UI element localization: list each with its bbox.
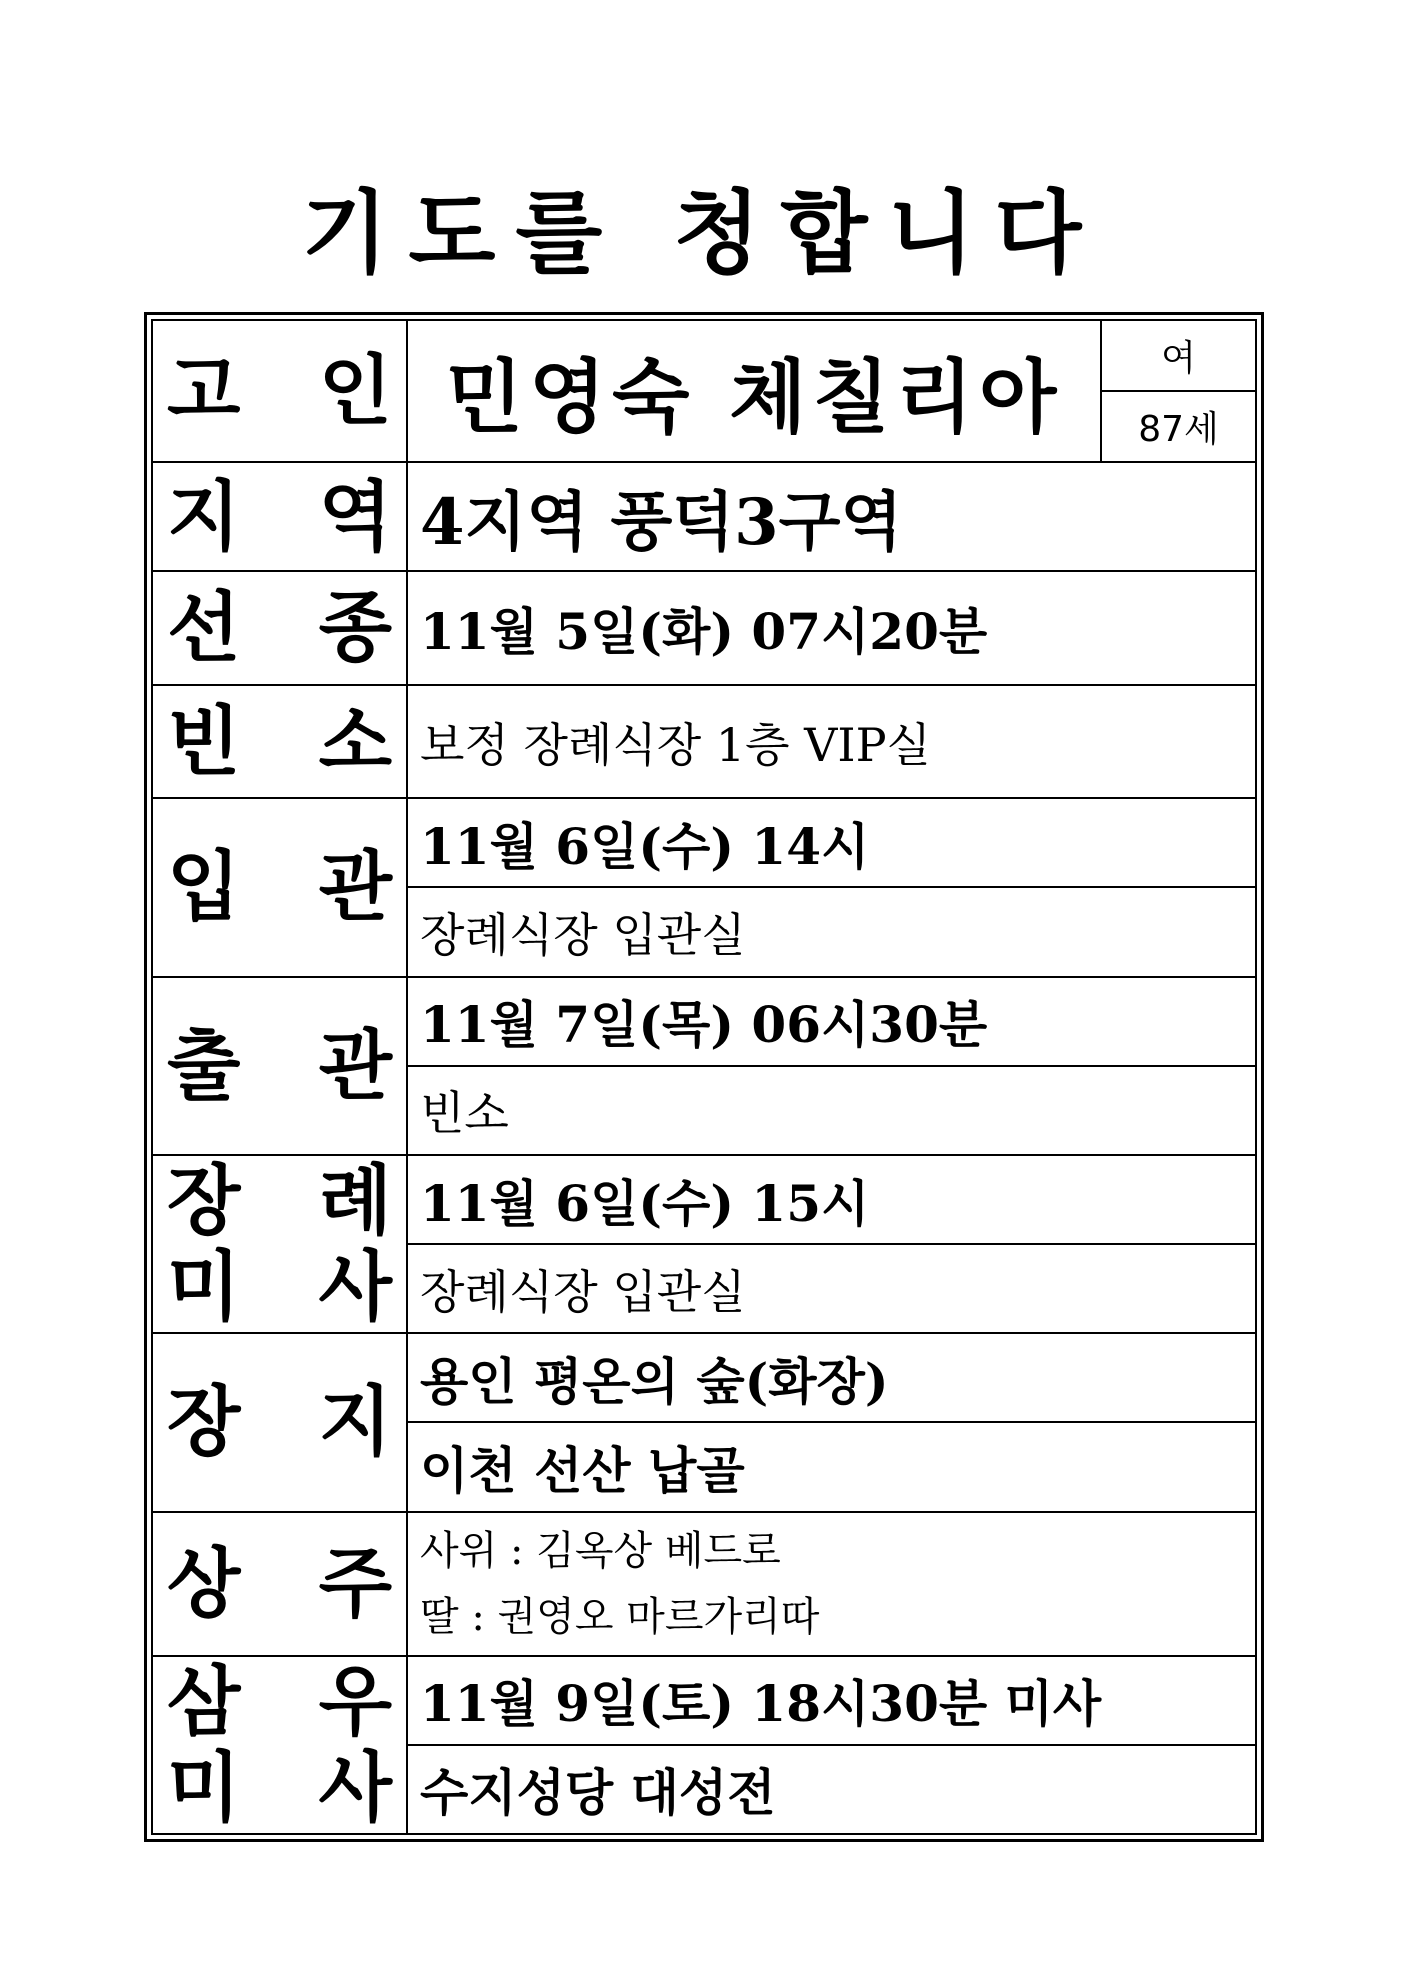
encoffin-time: 11월 6일(수) 14시 [407, 798, 1256, 887]
obituary-table-frame [144, 312, 1264, 1842]
mourners-row [152, 1512, 1256, 1656]
encoffin-row [152, 798, 1256, 887]
deceased-age: 87세 [1101, 391, 1256, 462]
burial-place-1: 용인 평온의 숲(화장) [407, 1333, 1256, 1422]
obituary-table [151, 319, 1257, 1835]
region-label: 지 역 [152, 462, 407, 571]
departure-place: 빈소 [407, 1066, 1256, 1155]
third-day-mass-place: 수지성당 대성전 [407, 1745, 1256, 1834]
departure-label: 출 관 [152, 977, 407, 1155]
death-value: 11월 5일(화) 07시20분 [407, 571, 1256, 684]
mourner-line-1: 사위 : 김옥상 베드로 [420, 1527, 781, 1574]
departure-time: 11월 7일(목) 06시30분 [407, 977, 1256, 1066]
mourners-label: 상 주 [152, 1512, 407, 1656]
burial-place-2: 이천 선산 납골 [407, 1422, 1256, 1511]
deceased-label: 고 인 [152, 320, 407, 462]
encoffin-label: 입 관 [152, 798, 407, 976]
departure-row [152, 977, 1256, 1066]
mourner-line-2: 딸 : 권영오 마르가리따 [420, 1593, 820, 1640]
region-value: 4지역 풍덕3구역 [407, 462, 1256, 571]
third-day-mass-time: 11월 9일(토) 18시30분 미사 [407, 1656, 1256, 1745]
burial-row [152, 1333, 1256, 1422]
death-label: 선 종 [152, 571, 407, 684]
encoffin-place: 장례식장 입관실 [407, 887, 1256, 976]
third-day-mass-row [152, 1656, 1256, 1745]
region-row [152, 462, 1256, 571]
funeral-mass-time: 11월 6일(수) 15시 [407, 1155, 1256, 1244]
deceased-row [152, 320, 1256, 391]
page-title: 기도를 청합니다 [301, 180, 1102, 286]
funeral-mass-place: 장례식장 입관실 [407, 1244, 1256, 1333]
deceased-gender: 여 [1101, 320, 1256, 391]
funeral-mass-label: 장 례 미 사 [152, 1155, 407, 1333]
mortuary-row [152, 685, 1256, 798]
mourners-list [407, 1512, 1256, 1656]
deceased-name: 민영숙 체칠리아 [407, 320, 1101, 462]
mortuary-value: 보정 장례식장 1층 VIP실 [407, 685, 1256, 798]
burial-label: 장 지 [152, 1333, 407, 1511]
third-day-mass-label: 삼 우 미 사 [152, 1656, 407, 1834]
funeral-mass-row [152, 1155, 1256, 1244]
mortuary-label: 빈 소 [152, 685, 407, 798]
death-row [152, 571, 1256, 684]
